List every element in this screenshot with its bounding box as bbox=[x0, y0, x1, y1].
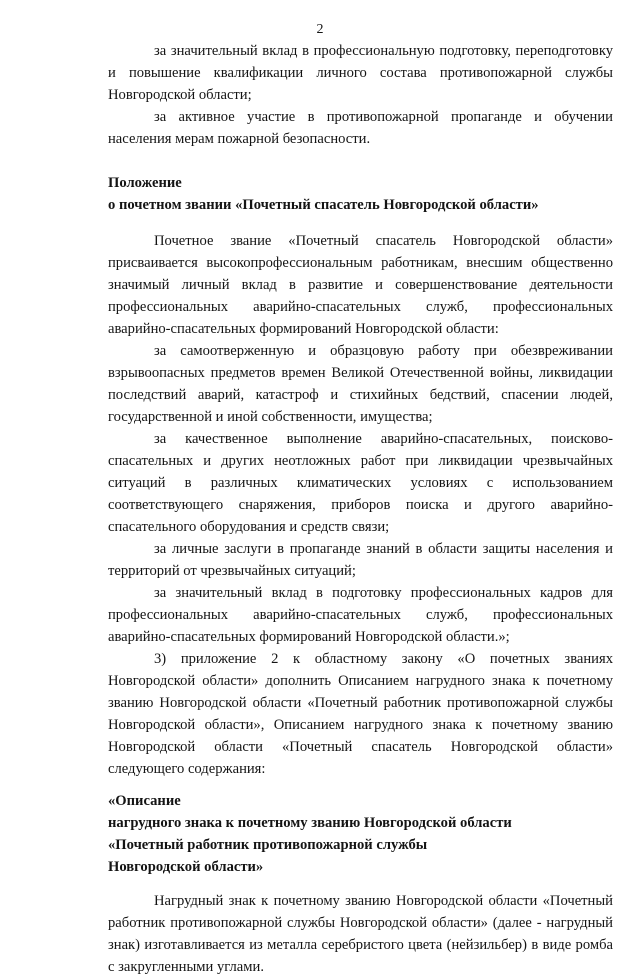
criteria-item: за значительный вклад в подготовку профессиональных кадров для профессиональных аварийно-спасательных служб, профессиональных аварийно-спасательных формирований Новгородской области.»; bbox=[108, 585, 613, 645]
section-lead-paragraph: Почетное звание «Почетный спасатель Новгородской области» присваивается высокопрофессиональным работникам, внесшим общественно значимый личный вклад в развитие и совершенствование деятельности профессиональных аварийно-спасательных служб, профессиональных аварийно-спасательных формирований Новгородской области: bbox=[108, 233, 613, 337]
criteria-item: за качественное выполнение аварийно-спасательных, поисково-спасательных и других неотложных работ при ликвидации чрезвычайных ситуаций в различных климатических условиях с использованием соответствующего снаряжения, приборов поиска и другого аварийно-спасательного оборудования и средств связи; bbox=[108, 431, 613, 535]
description-title: «Описание bbox=[108, 793, 181, 809]
description-paragraph: Нагрудный знак к почетному званию Новгородской области «Почетный работник противопожарной службы Новгородской области» (далее - нагрудный знак) изготавливается из металла серебристого цвета (нейзильбер) в виде ромба с закругленными углами. bbox=[108, 893, 613, 975]
section-title: Положение bbox=[108, 175, 182, 191]
section-subtitle: о почетном звании «Почетный спасатель Новгородской области» bbox=[108, 197, 539, 213]
document-body bbox=[108, 40, 613, 978]
intro-item: за значительный вклад в профессиональную подготовку, переподготовку и повышение квалификации личного состава противопожарной службы Новгородской области; bbox=[108, 43, 613, 103]
criteria-item: за самоотверженную и образцовую работу при обезвреживании взрывоопасных предметов времен Великой Отечественной войны, ликвидации последствий аварий, катастроф и стихийных бедствий, спасении людей, государственной и иной собственности, имущества; bbox=[108, 343, 613, 425]
intro-item: за активное участие в противопожарной пропаганде и обучении населения мерам пожарной безопасности. bbox=[108, 109, 613, 147]
description-subtitle: «Почетный работник противопожарной службы bbox=[108, 837, 428, 853]
page-number: 2 bbox=[316, 22, 324, 37]
description-subtitle: Новгородской области» bbox=[108, 859, 264, 875]
amendment-paragraph: 3) приложение 2 к областному закону «О почетных званиях Новгородской области» дополнить Описанием нагрудного знака к почетному званию Новгородской области «Почетный работник противопожарной службы Новгородской области», Описанием нагрудного знака к почетному званию Новгородской области «Почетный спасатель Новгородской области» следующего содержания: bbox=[108, 651, 613, 777]
criteria-item: за личные заслуги в пропаганде знаний в области защиты населения и территорий от чрезвычайных ситуаций; bbox=[108, 541, 613, 579]
description-subtitle: нагрудного знака к почетному званию Новгородской области bbox=[108, 815, 512, 831]
